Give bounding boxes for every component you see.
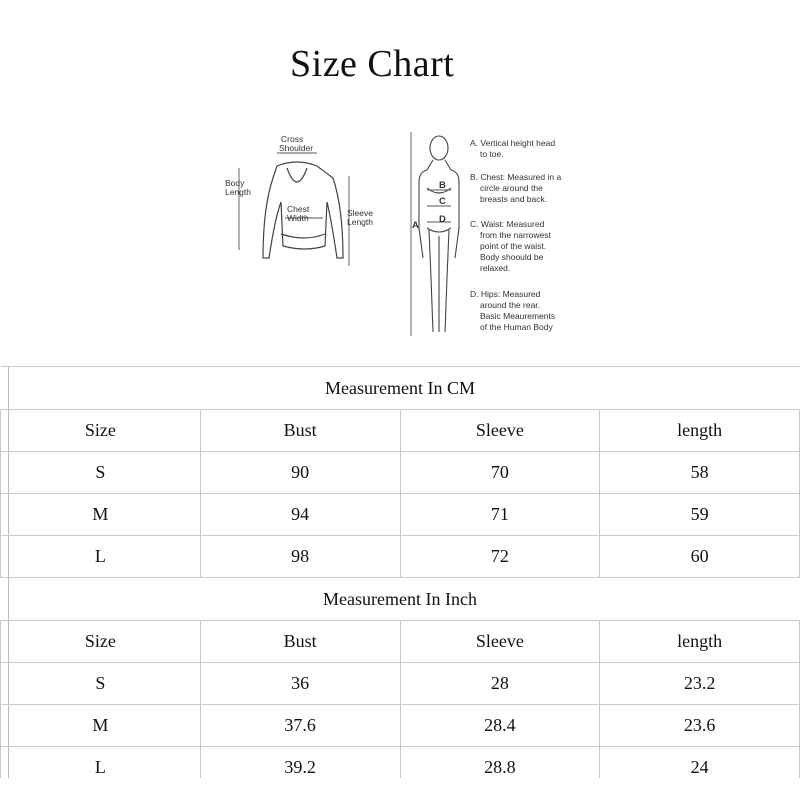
measurement-diagram: [215, 118, 595, 348]
table-cell: 24: [600, 747, 800, 789]
cross-shoulder-label-line1: Cross: [281, 134, 304, 144]
cm-col-length: length: [600, 410, 800, 452]
marker-c: C: [439, 196, 446, 207]
note-c-line4: Body shoould be: [480, 252, 544, 262]
inch-table-heading: Measurement In Inch: [1, 578, 800, 621]
table-cell: 23.2: [600, 663, 800, 705]
note-d-line1: D. Hips: Measured: [470, 289, 541, 299]
note-b-line1: B. Chest: Measured in a: [470, 172, 562, 182]
body-length-label-line1: Body: [225, 178, 245, 188]
note-b-line3: breasts and back.: [480, 194, 548, 204]
table-row: [1, 536, 800, 578]
note-d-line2: around the rear.: [480, 300, 541, 310]
table-cell: 70: [400, 452, 600, 494]
chest-width-label-line1: Chest: [287, 204, 310, 214]
table-cell: 94: [200, 494, 400, 536]
inch-col-bust: Bust: [200, 621, 400, 663]
table-cell: 60: [600, 536, 800, 578]
cross-shoulder-label-line2: Shoulder: [279, 143, 314, 153]
table-cell: 28: [400, 663, 600, 705]
table-cell: 71: [400, 494, 600, 536]
cm-col-size: Size: [1, 410, 201, 452]
note-c-line3: point of the waist.: [480, 241, 547, 251]
marker-d: D: [439, 214, 446, 225]
inch-col-length: length: [600, 621, 800, 663]
note-a-line2: to toe.: [480, 149, 504, 159]
table-cell: 28.8: [400, 747, 600, 789]
size-tables: [0, 366, 800, 778]
page-title: Size Chart: [290, 43, 455, 85]
table-cell: 98: [200, 536, 400, 578]
cm-heading-row: [1, 367, 800, 410]
note-d-line4: of the Human Body: [480, 322, 553, 332]
note-c-line5: relaxed.: [480, 263, 511, 273]
table-cell: 23.6: [600, 705, 800, 747]
table-cell: 59: [600, 494, 800, 536]
table-row: [1, 452, 800, 494]
note-c-line2: from the narrowest: [480, 230, 551, 240]
table-row: [1, 705, 800, 747]
bottom-margin: [0, 778, 800, 800]
cm-table-heading: Measurement In CM: [1, 367, 800, 410]
inch-heading-row: [1, 578, 800, 621]
table-cell: S: [1, 663, 201, 705]
table-row: [1, 494, 800, 536]
measurement-table: [0, 366, 800, 789]
table-cell: 72: [400, 536, 600, 578]
body-length-label-line2: Length: [225, 187, 251, 197]
table-cell: 90: [200, 452, 400, 494]
note-c-line1: C. Waist: Measured: [470, 219, 545, 229]
table-cell: 37.6: [200, 705, 400, 747]
table-cell: M: [1, 494, 201, 536]
cm-col-sleeve: Sleeve: [400, 410, 600, 452]
inch-col-sleeve: Sleeve: [400, 621, 600, 663]
table-row: [1, 663, 800, 705]
cm-col-bust: Bust: [200, 410, 400, 452]
table-cell: 36: [200, 663, 400, 705]
note-d-line3: Basic Meaurements: [480, 311, 556, 321]
cm-header-row: [1, 410, 800, 452]
table-cell: 28.4: [400, 705, 600, 747]
marker-b: B: [439, 180, 446, 191]
table-cell: L: [1, 747, 201, 789]
table-cell: S: [1, 452, 201, 494]
note-a-line1: A. Vertical height head: [470, 138, 556, 148]
table-cell: 39.2: [200, 747, 400, 789]
note-b-line2: circle around the: [480, 183, 543, 193]
inch-header-row: [1, 621, 800, 663]
table-cell: 58: [600, 452, 800, 494]
body-figure-illustration: [419, 136, 459, 332]
chest-width-label-line2: Width: [287, 213, 309, 223]
marker-a: A: [412, 220, 419, 231]
table-cell: L: [1, 536, 201, 578]
table-cell: M: [1, 705, 201, 747]
sleeve-length-label-line1: Sleeve: [347, 208, 373, 218]
inch-col-size: Size: [1, 621, 201, 663]
sleeve-length-label-line2: Length: [347, 217, 373, 227]
